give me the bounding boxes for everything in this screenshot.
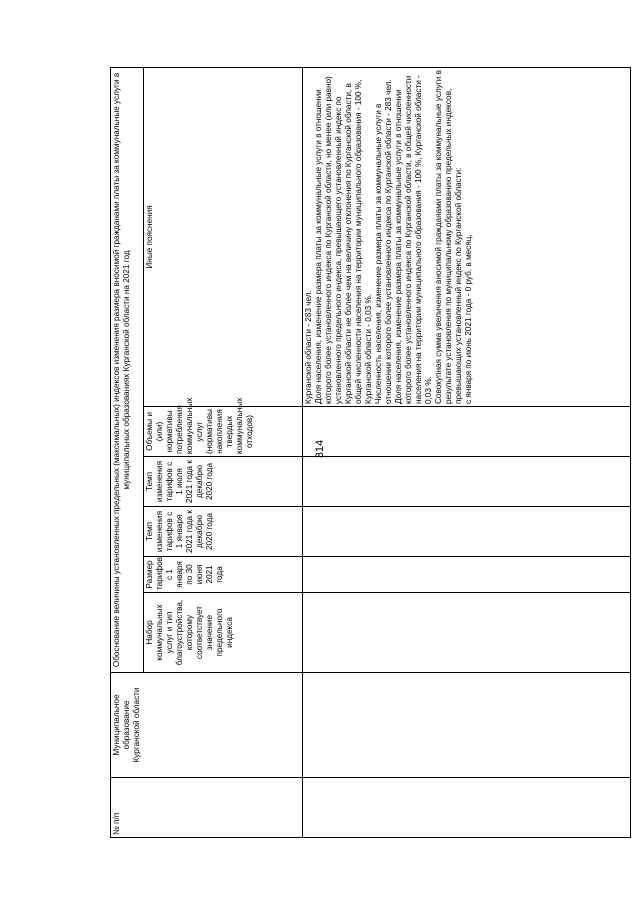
table-row — [303, 67, 631, 837]
cell-volumes — [303, 407, 631, 457]
cell-services — [303, 593, 631, 673]
other-line: Доля населения, изменение размера платы за коммунальные услуги в отношении которого более установленного индекса по Курганской области, в общей численности населения на территории муниципального образования - 100 %, Курганской области - 0,03 %. — [394, 75, 433, 404]
rotated-table-sheet — [110, 68, 625, 838]
header-tariff-size: Размер тарифов с 1 января по 30 июня 2021 года — [144, 557, 303, 593]
other-line: с января по июнь 2021 года - 0 руб. в месяц, — [464, 234, 473, 404]
cell-tariff-size — [303, 557, 631, 593]
other-line: Курганской области - 283 чел. — [304, 290, 313, 404]
header-services: Набор коммунальных услуг и тип благоустройства, которому соответствует значение предельного индекса — [144, 593, 303, 673]
page-number: 314 — [314, 439, 326, 459]
header-other: Иные пояснения — [144, 67, 303, 406]
header-tariff-rate-jul: Темп изменения тарифов с 1 июля 2021 года к декабрю 2020 года — [144, 457, 303, 507]
other-line: Доля населения, изменение размера платы за коммунальные услуги в отношении которого более установленного индекса по Курганской области, но менее (или равно) установленного предельного индекса, превышающего установленный индекс по Курганской области не более чем на величину отклонения по Курганской области, в общей численности населения на территории муниципального образования - 100 %, Курганской области - 0,03 %. — [314, 76, 373, 404]
row-municipality: Курганской области — [132, 687, 141, 763]
other-line: Совокупная сумма увеличения вносимой гражданами платы за коммунальные услуги в результате установления по муниципальному образованию предельных индексов, превышающих установленный индекс по Курганской области: — [434, 70, 463, 404]
cell-municipality-empty — [303, 673, 631, 778]
header-municipality — [111, 673, 303, 778]
header-municipality-label: Муниципальное образование — [112, 694, 131, 756]
cell-tariff-rate-jul — [303, 457, 631, 507]
header-num: № п/п — [111, 778, 303, 838]
cell-other — [303, 67, 631, 406]
header-tariff-rate-jan: Темп изменения тарифов с 1 января 2021 года к декабрю 2020 года — [144, 507, 303, 557]
cell-num — [303, 778, 631, 838]
other-line: Численность населения, изменение размера платы за коммунальные услуги в отношении которого более установленного индекса по Курганской области - 283 чел. — [374, 79, 393, 404]
cell-tariff-rate-jan — [303, 507, 631, 557]
header-volumes: Объемы и (или) нормативы потребления коммунальных услуг (нормативы накопления твердых коммунальных отходов) — [144, 407, 303, 457]
justification-table — [110, 67, 631, 838]
header-group-title: Обоснование величины установленных предельных (максимальных) индексов изменения размера вносимой гражданами платы за коммунальные услуги в муниципальных образованиях Курганской области на 2021 год — [111, 67, 144, 672]
